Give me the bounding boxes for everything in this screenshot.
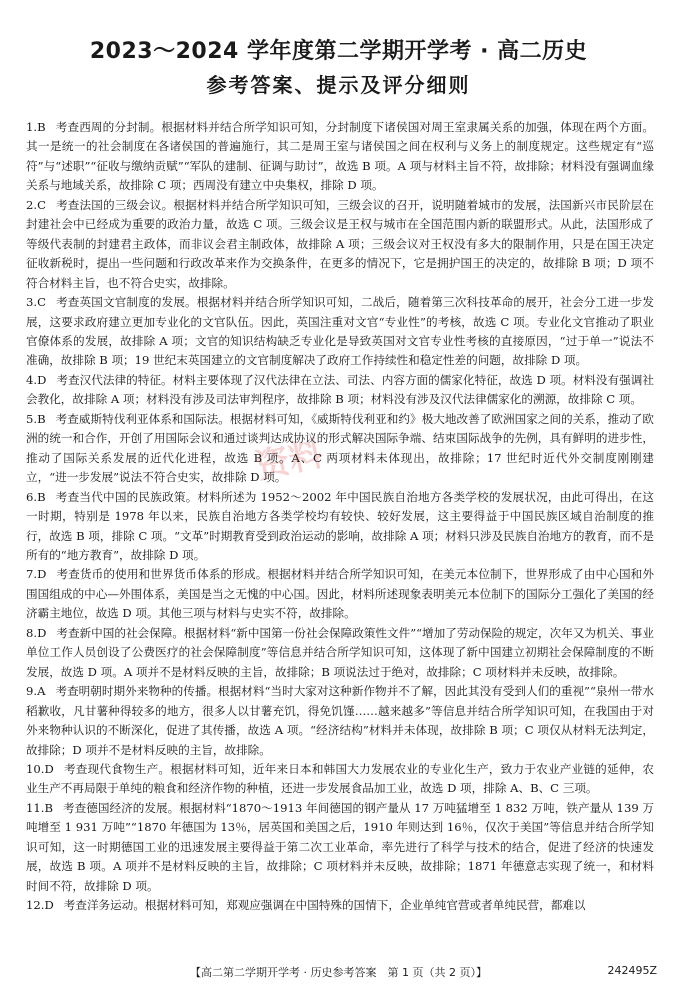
item-explanation: 考查洋务运动。根据材料可知，郑观应强调在中国特殊的国情下，企业单纯官营或者单纯民营，都难以 xyxy=(63,898,586,913)
item-answer: B xyxy=(37,489,46,504)
item-answer: C xyxy=(37,295,46,310)
item-number: 12. xyxy=(26,898,45,913)
item-explanation: 考查汉代法律的特征。材料主要体现了汉代法律在立法、司法、内容方面的儒家化特征，故选 D 项。材料没有强调社会教化，故排除 A 项；材料没有涉及司法审判程序，故排除 B 项；材料没有涉及汉代法律儒家化的溯源，故排除 C 项。 xyxy=(26,372,654,407)
answer-item-10 xyxy=(26,760,654,799)
item-answer: B xyxy=(44,800,53,815)
page-title: 2023～2024 学年度第二学期开学考 · 高二历史 xyxy=(89,39,588,64)
answer-item-2 xyxy=(26,196,654,293)
item-explanation: 考查新中国的社会保障。根据材料“新中国第一份社会保障政策性文件”“增加了劳动保险的规定，次年又为机关、事业单位工作人员创设了公费医疗的社会保障制度”等信息并结合所学知识可知，这体现了新中国建立初期社会保障制度的不断发展，故选 D 项。A 项并不是材料反映的主旨，故排除；B 项说法过于绝对，故排除；C 项材料并未反映，故排除。 xyxy=(26,625,654,679)
item-explanation: 考查法国的三级会议。根据材料并结合所学知识可知，三级会议的召开，说明随着城市的发展，法国新兴市民阶层在封建社会中已经成为重要的政治力量，故选 C 项。三级会议是王权与城市在全国范围内新的联盟形式。从此，法国形成了等级代表制的封建君主政体，而非议会君主制政体，故排除 A 项；三级会议对王权没有多大的限制作用，只是在国王决定征收新税时，提出一些问题和行政改革来作为交换条件，在更多的情况下，它是拥护国王的决定的，故排除 B 项；D 项不符合材料主旨，也不符合史实，故排除。 xyxy=(26,197,655,290)
item-answer: D xyxy=(37,567,47,582)
item-number: 4. xyxy=(26,372,38,387)
item-answer: A xyxy=(37,684,46,699)
item-number: 10. xyxy=(26,761,45,776)
item-number: 6. xyxy=(26,489,38,504)
answer-item-8 xyxy=(26,624,654,682)
item-answer: D xyxy=(37,372,47,387)
item-explanation: 考查货币的使用和世界货币体系的形成。根据材料并结合所学知识可知，在美元本位制下，世界形成了由中心国和外围国组成的中心—外围体系，美国是当之无愧的中心国。因此，材料所述现象表明美元本位制下的国际分工强化了美国的经济霸主地位，故选 D 项。其他三项与材料与史实不符，故排除。 xyxy=(26,567,654,621)
answer-item-4 xyxy=(26,371,654,410)
item-explanation: 考查明朝时期外来物种的传播。根据材料“当时大家对这种新作物并不了解，因此其没有受到人们的重视”“泉州一带水稻歉收，凡甘薯种得较多的地方，很多人以甘薯充饥，得免饥馑……越来越多”等信息并结合所学知识可知，在我国由于对外来物种认识的不断深化，促进了其传播，故选 A 项。“经济结构”材料并未体现，故排除 B 项；C 项仅从材料无法判定，故排除；D 项并不是材料反映的主旨，故排除。 xyxy=(26,684,654,757)
footer-label: 【高二第二学期开学考 · 历史参考答案 第 1 页（共 2 页）】 xyxy=(190,966,487,979)
item-number: 9. xyxy=(26,684,38,699)
item-explanation: 考查当代中国的民族政策。材料所述为 1952～2002 年中国民族自治地方各类学校的发展状况，由此可得出，在这一时期，特别是 1978 年以来，民族自治地方各类学校均有较快、较好发展，这主要得益于中国民族区域自治制度的推行，故选 B 项，排除 C 项。“文革”时期教育受到政治运动的影响，故排除 A 项；材料只涉及民族自治地方的教育，而不是所有的“地方教育”，故排除 D 项。 xyxy=(26,489,654,562)
item-number: 2. xyxy=(26,197,38,212)
answer-list xyxy=(26,118,654,916)
answer-item-5 xyxy=(26,410,654,488)
answer-item-7 xyxy=(26,565,654,623)
item-explanation: 考查现代食物生产。根据材料可知，近年来日本和韩国大力发展农业的专业化生产，致力于农业产业链的延伸，农业生产不再局限于单纯的粮食和经济作物的种植，还进一步发展食品加工业，故选 D 项，排除 A、B、C 三项。 xyxy=(26,761,654,796)
item-answer: D xyxy=(44,898,54,913)
item-number: 8. xyxy=(26,625,38,640)
answer-item-9 xyxy=(26,682,654,760)
answer-item-1 xyxy=(26,118,654,196)
item-number: 7. xyxy=(26,567,38,582)
item-number: 1. xyxy=(26,120,38,134)
item-number: 5. xyxy=(26,411,38,426)
answer-item-3 xyxy=(26,293,654,371)
item-answer: D xyxy=(44,761,54,776)
watermark-stamp: 资料 xyxy=(251,433,327,488)
item-explanation: 考查西周的分封制。根据材料并结合所学知识可知，分封制度下诸侯国对周王室隶属关系的加强，体现在两个方面。其一是统一的社会制度在各诸侯国的普遍施行，其二是周王室与诸侯国之间在权利与义务上的制度规定。这些规定有“巡符”与“述职”“征收与缴纳贡赋”“军队的建制、征调与助讨”，故选 B 项。A 项与材料主旨不符，故排除；材料没有强调血缘关系与地域关系，故排除 C 项；西周没有建立中央集权，排除 D 项。 xyxy=(26,120,654,193)
answer-item-12 xyxy=(26,896,654,915)
answer-item-6 xyxy=(26,488,654,566)
item-answer: B xyxy=(37,411,46,426)
item-number: 3. xyxy=(26,295,38,310)
item-answer: B xyxy=(37,120,46,134)
item-answer: D xyxy=(37,625,47,640)
item-explanation: 考查威斯特伐利亚体系和国际法。根据材料可知，《威斯特伐利亚和约》极大地改善了欧洲国家之间的关系，推动了欧洲的统一和合作，开创了用国际会议和通过谈判达成协议的形式解决国际争端、结束国际战争的先例，具有鲜明的进步性，推动了国际关系发展的近代化进程，故选 B 项。A、C 两项材料未体现出，故排除；17 世纪时近代外交制度刚刚建立，“进一步发展”说法不符合史实，故排除 D 项。 xyxy=(26,411,654,485)
page-subtitle: 参考答案、提示及评分细则 xyxy=(206,73,471,97)
answer-item-11 xyxy=(26,799,654,896)
item-explanation: 考查德国经济的发展。根据材料“1870～1913 年间德国的钢产量从 17 万吨猛增至 1 832 万吨，铁产量从 139 万吨增至 1 931 万吨”“1870 年德国为 13％，居英国和美国之后，1910 年则达到 16％，仅次于美国”等信息并结合所学知识可知，这一时期德国工业的迅速发展主要得益于第二次工业革命，率先进行了科学与技术的结合，促进了经济的快速发展，故选 B 项。A 项并不是材料反映的主旨，故排除；C 项材料并未反映，故排除；1871 年德意志实现了统一，和材料时间不符，故排除 D 项。 xyxy=(26,800,654,893)
footer-code: 242495Z xyxy=(607,964,657,977)
item-number: 11. xyxy=(26,800,45,815)
item-explanation: 考查英国文官制度的发展。根据材料并结合所学知识可知，二战后，随着第三次科技革命的展开，社会分工进一步发展，这要求政府建立更加专业化的文官队伍。因此，英国注重对文官“专业性”的考核，故选 C 项。专业化文官推动了职业官僚体系的发展，故排除 A 项；文官的知识结构缺乏专业化是导致英国对文官专业性考核的直接原因，“过于单一”说法不准确，故排除 B 项；19 世纪末英国建立的文官制度解决了政府工作持续性和稳定性差的问题，故排除 D 项。 xyxy=(26,295,654,368)
item-answer: C xyxy=(37,197,46,212)
